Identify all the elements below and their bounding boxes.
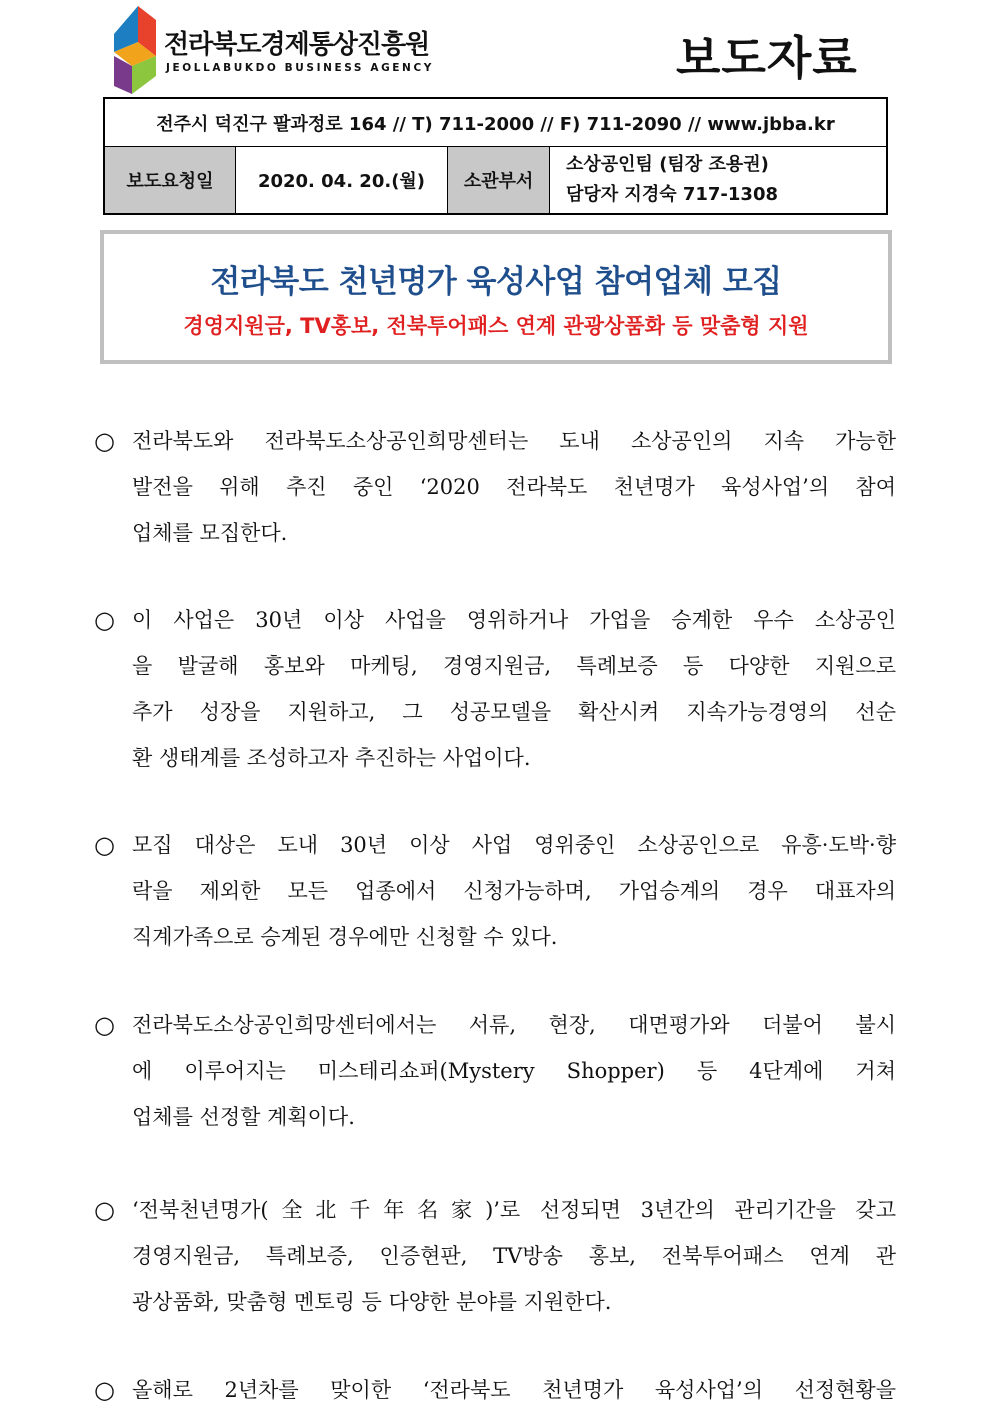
paragraph-line: 전라북도와 전라북도소상공인희망센터는 도내 소상공인의 지속 가능한 [132,429,896,453]
contact-person: 담당자 지경숙 717-1308 [566,184,779,205]
paragraph-line: 환 생태계를 조성하고자 추진하는 사업이다. [132,746,531,770]
paragraph-line: 경영지원금, 특례보증, 인증현판, TV방송 홍보, 전북투어패스 연계 관 [132,1244,896,1268]
agency-name-kr: 전라북도경제통상진흥원 [164,30,430,60]
bullet-circle-icon: ○ [94,1376,115,1404]
bullet-circle-icon: ○ [94,427,115,455]
request-date-label: 보도요청일 [105,147,236,213]
paragraph-line: 추가 성장을 지원하고, 그 성공모델을 확산시켜 지속가능경영의 선순 [132,700,896,724]
department-cell [550,147,886,213]
paragraph-line: 모집 대상은 도내 30년 이상 사업 영위중인 소상공인으로 유흥·도박·향 [132,833,896,857]
paragraph-line: 을 발굴해 홍보와 마케팅, 경영지원금, 특례보증 등 다양한 지원으로 [132,654,896,678]
agency-logo-icon [108,6,164,94]
paragraph-line: 광상품화, 맞춤형 멘토링 등 다양한 분야를 지원한다. [132,1290,612,1314]
info-table [103,97,888,215]
contact-line: 전주시 덕진구 팔과정로 164 // T) 711-2000 // F) 711-2090 // www.jbba.kr [105,99,886,147]
paragraph-line: 업체를 모집한다. [132,521,288,545]
agency-name-en: JEOLLABUKDO BUSINESS AGENCY [166,62,434,74]
bullet-circle-icon: ○ [94,1011,115,1039]
department-name: 소상공인팀 (팀장 조용권) [566,154,769,175]
document-type-title: 보도자료 [676,31,858,85]
department-label: 소관부서 [448,147,550,213]
bullet-circle-icon: ○ [94,606,115,634]
paragraph-line: 발전을 위해 추진 중인 ‘2020 전라북도 천년명가 육성사업’의 참여 [132,475,896,499]
request-date: 2020. 04. 20.(월) [236,147,448,213]
headline-box [100,230,892,364]
headline-subtitle: 경영지원금, TV홍보, 전북투어패스 연계 관광상품화 등 맞춤형 지원 [183,314,809,338]
paragraph-line: 직계가족으로 승계된 경우에만 신청할 수 있다. [132,925,558,949]
info-row [105,147,886,213]
bullet-circle-icon: ○ [94,831,115,859]
paragraph-line: 올해로 2년차를 맞이한 ‘전라북도 천년명가 육성사업’의 선정현황을 [132,1378,896,1402]
paragraph-line: 업체를 선정할 계획이다. [132,1105,355,1129]
paragraph-line: 에 이루어지는 미스테리쇼퍼(Mystery Shopper) 등 4단계에 거쳐 [132,1059,896,1083]
bullet-circle-icon: ○ [94,1196,115,1224]
paragraph-line: ‘전북천년명가(全北千年名家)’로 선정되면 3년간의 관리기간을 갖고 [132,1198,896,1222]
agency-logo [108,6,434,94]
headline-title: 전라북도 천년명가 육성사업 참여업체 모집 [210,264,782,300]
paragraph-line: 이 사업은 30년 이상 사업을 영위하거나 가업을 승계한 우수 소상공인 [132,608,896,632]
paragraph-line: 락을 제외한 모든 업종에서 신청가능하며, 가업승계의 경우 대표자의 [132,879,896,903]
paragraph-line: 전라북도소상공인희망센터에서는 서류, 현장, 대면평가와 더불어 불시 [132,1013,896,1037]
